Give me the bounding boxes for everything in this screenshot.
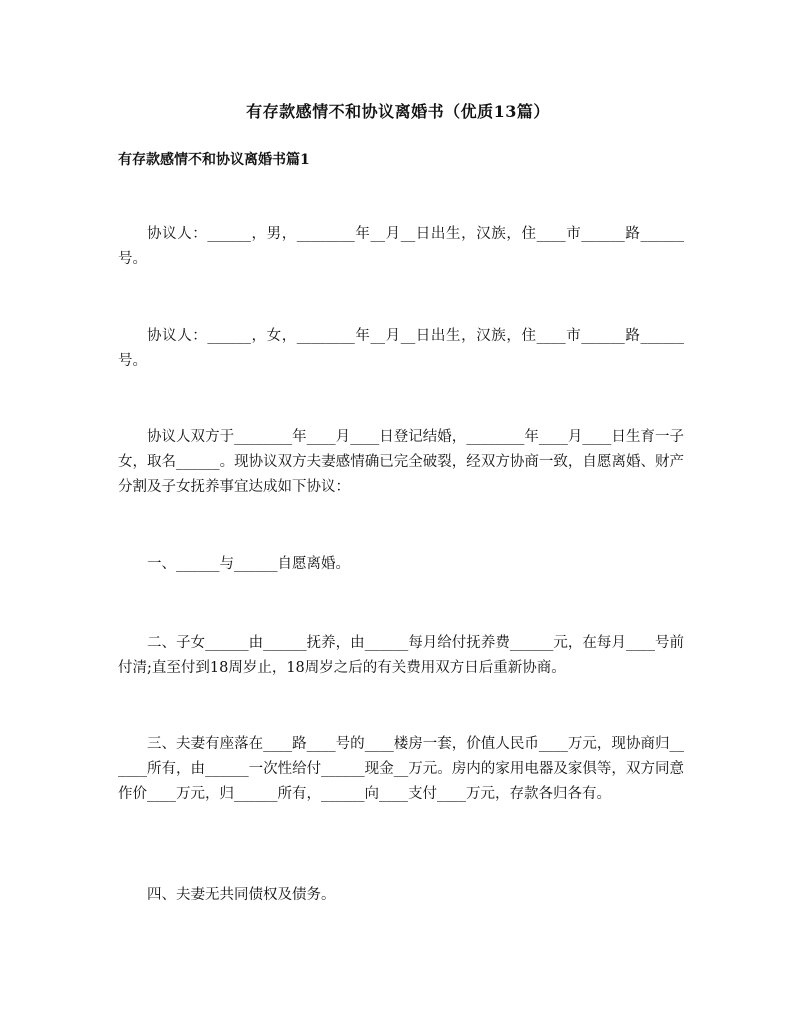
paragraph-party-female: 协议人：______，女，________年__月__日出生，汉族，住____市______路______号。 bbox=[118, 327, 684, 369]
paragraph-clause-4: 四、夫妻无共同债权及债务。 bbox=[147, 886, 336, 903]
paragraph-clause-3: 三、夫妻有座落在____路____号的____楼房一套，价值人民币____万元，现协商归______所有，由______一次性给付______现金__万元。房内的家用电器及家俱等，双方同意作价____万元，归______所有，______向____支付____万元，存款各归各有。 bbox=[118, 735, 684, 802]
paragraph-marriage-info: 协议人双方于________年____月____日登记结婚，________年____月____日生育一子女，取名______。现协议双方夫妻感情确已完全破裂，经双方协商一致，自愿离婚、财产分割及子女抚养事宜达成如下协议： bbox=[118, 428, 684, 495]
paragraph-clause-1: 一、______与______自愿离婚。 bbox=[147, 555, 350, 572]
paragraph-party-male: 协议人：______，男，________年__月__日出生，汉族，住____市______路______号。 bbox=[118, 225, 684, 267]
paragraph-clause-2: 二、子女______由______抚养，由______每月给付抚养费______元，在每月____号前付清;直至付到18周岁止，18周岁之后的有关费用双方日后重新协商。 bbox=[118, 634, 684, 676]
section-title: 有存款感情不和协议离婚书篇1 bbox=[118, 152, 310, 168]
document-title: 有存款感情不和协议离婚书（优质13篇） bbox=[246, 102, 550, 121]
